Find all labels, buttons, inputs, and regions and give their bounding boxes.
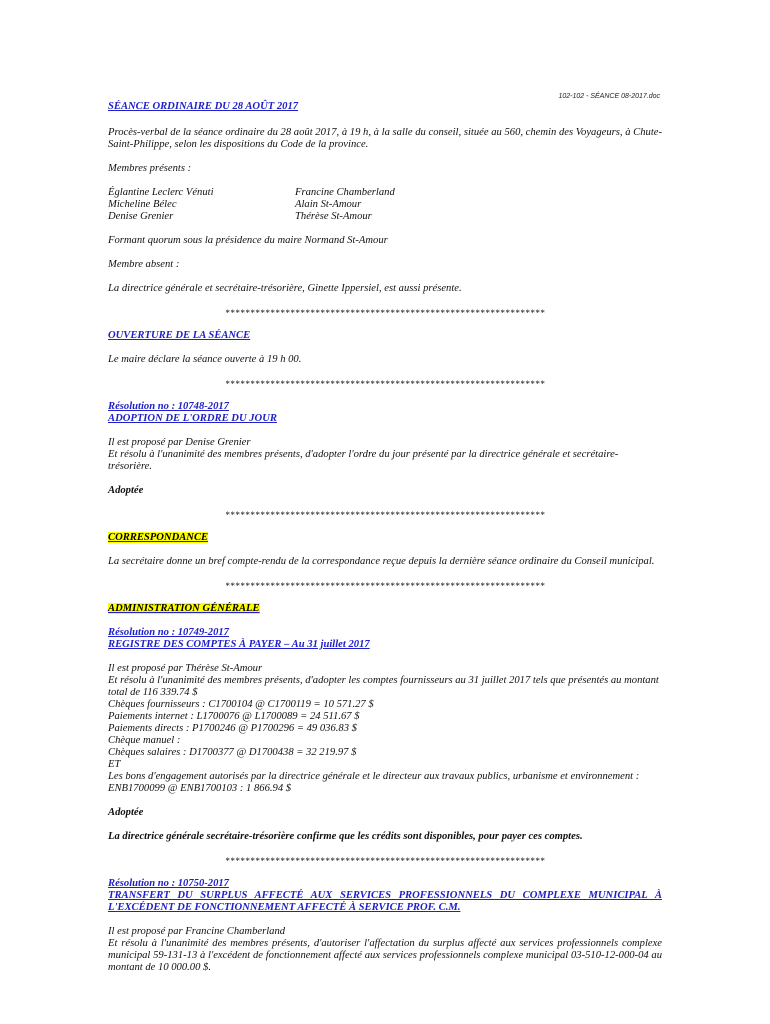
minutes-content — [108, 101, 662, 974]
account-line: ET — [108, 759, 121, 770]
separator: **************************************************************** — [225, 856, 545, 866]
proposed-by: Il est proposé par Denise Grenier — [108, 437, 251, 448]
opening-text: Le maire déclare la séance ouverte à 19 h 00. — [108, 354, 302, 365]
separator: **************************************************************** — [225, 379, 545, 389]
resolution-number: Résolution no : 10749-2017 — [108, 627, 229, 638]
account-line: Chèques fournisseurs : C1700104 @ C1700119 = 10 571.27 $ — [108, 699, 374, 710]
resolved-text: Et résolu à l'unanimité des membres présents, d'autoriser l'affectation du surplus affecté aux services professionnels complexe municipal 59-131-13 à l'excédent de fonctionnement affecté aux services professionnels complexe municipal 03-510-12-000-04 au montant de 10 000.00 $. — [108, 938, 662, 973]
members-column-2 — [295, 187, 395, 223]
quorum-line: Formant quorum sous la présidence du maire Normand St-Amour — [108, 235, 388, 246]
separator: **************************************************************** — [225, 308, 545, 318]
session-title: SÉANCE ORDINAIRE DU 28 AOÛT 2017 — [108, 101, 299, 112]
director-line: La directrice générale et secrétaire-trésorière, Ginette Ippersiel, est aussi présente. — [108, 283, 462, 294]
members-list — [108, 187, 662, 223]
member-name: Francine Chamberland — [295, 187, 395, 198]
member-name: Micheline Bélec — [108, 199, 177, 210]
adopted-label: Adoptée — [108, 807, 144, 818]
member-name: Denise Grenier — [108, 211, 174, 222]
credits-confirmation: La directrice générale secrétaire-trésorière confirme que les crédits sont disponibles, pour payer ces comptes. — [108, 831, 583, 842]
separator: **************************************************************** — [225, 510, 545, 520]
member-name: Alain St-Amour — [295, 199, 362, 210]
correspondence-text: La secrétaire donne un bref compte-rendu de la correspondance reçue depuis la dernière séance ordinaire du Conseil municipal. — [108, 556, 655, 567]
resolution-number: Résolution no : 10750-2017 — [108, 878, 229, 889]
intro-paragraph: Procès-verbal de la séance ordinaire du 28 août 2017, à 19 h, à la salle du conseil, située au 560, chemin des Voyageurs, à Chute-Saint-Philippe, selon les dispositions du Code de la province. — [108, 127, 662, 150]
account-line: Chèques salaires : D1700377 @ D1700438 = 32 219.97 $ — [108, 747, 357, 758]
members-column-1 — [108, 187, 295, 223]
resolution-title: TRANSFERT DU SURPLUS AFFECTÉ AUX SERVICES PROFESSIONNELS DU COMPLEXE MUNICIPAL À L'EXCÉDENT DE FONCTIONNEMENT AFFECTÉ À SERVICE PROF. C.M. — [108, 890, 662, 913]
members-present-label: Membres présents : — [108, 163, 192, 174]
engagement-bons: Les bons d'engagement autorisés par la directrice générale et le directeur aux travaux publics, urbanisme et environnement : ENB1700099 @ ENB1700103 : 1 866.94 $ — [108, 771, 640, 794]
document-filename: 102-102 - SÉANCE 08-2017.doc — [558, 93, 660, 100]
member-name: Thérèse St-Amour — [295, 211, 372, 222]
member-name: Églantine Leclerc Vénuti — [108, 187, 214, 198]
separator: **************************************************************** — [225, 581, 545, 591]
proposed-by: Il est proposé par Thérèse St-Amour — [108, 663, 263, 674]
account-line: Paiements internet : L1700076 @ L1700089 = 24 511.67 $ — [108, 711, 360, 722]
admin-title: ADMINISTRATION GÉNÉRALE — [108, 603, 260, 614]
resolved-text: Et résolu à l'unanimité des membres présents, d'adopter l'ordre du jour présenté par la directrice générale et secrétaire-trésorière. — [108, 449, 619, 472]
correspondence-title: CORRESPONDANCE — [108, 532, 209, 543]
resolution-title: REGISTRE DES COMPTES À PAYER – Au 31 juillet 2017 — [108, 639, 370, 650]
account-line: Chèque manuel : — [108, 735, 181, 746]
opening-title: OUVERTURE DE LA SÉANCE — [108, 330, 251, 341]
resolution-title: ADOPTION DE L'ORDRE DU JOUR — [108, 413, 277, 424]
resolution-number: Résolution no : 10748-2017 — [108, 401, 229, 412]
adopted-label: Adoptée — [108, 485, 144, 496]
proposed-by: Il est proposé par Francine Chamberland — [108, 926, 286, 937]
members-absent-label: Membre absent : — [108, 259, 180, 270]
resolved-text: Et résolu à l'unanimité des membres présents, d'adopter les comptes fournisseurs au 31 juillet 2017 tels que présentés au montant total de 116 339.74 $ — [108, 675, 659, 698]
account-line: Paiements directs : P1700246 @ P1700296 = 49 036.83 $ — [108, 723, 357, 734]
